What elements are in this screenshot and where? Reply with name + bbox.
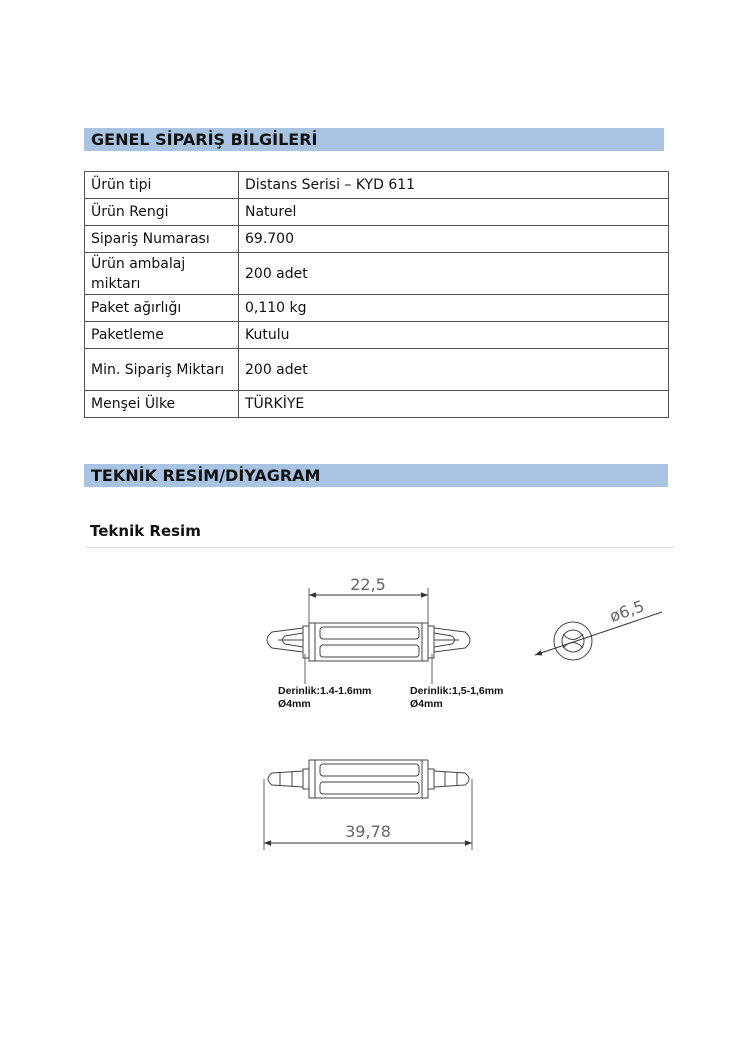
note-right-depth: Derinlik:1,5-1,6mm bbox=[410, 685, 504, 697]
row-label: Ürün ambalaj miktarı bbox=[85, 253, 239, 295]
spacer-top-view bbox=[267, 588, 470, 684]
spacer-body bbox=[309, 623, 428, 661]
order-info-section-title: GENEL SİPARİŞ BİLGİLERİ bbox=[84, 128, 664, 151]
technical-drawing-subheading: Teknik Resim bbox=[90, 522, 201, 540]
row-value: 69.700 bbox=[239, 226, 669, 253]
row-label: Paket ağırlığı bbox=[85, 295, 239, 322]
row-value: TÜRKİYE bbox=[239, 391, 669, 418]
row-value: 200 adet bbox=[239, 349, 669, 391]
note-left-diameter: Ø4mm bbox=[278, 698, 311, 710]
row-value: 0,110 kg bbox=[239, 295, 669, 322]
note-right-diameter: Ø4mm bbox=[410, 698, 443, 710]
dimension-line-diameter bbox=[535, 612, 662, 655]
right-tip bbox=[434, 771, 469, 787]
row-label: Sipariş Numarası bbox=[85, 226, 239, 253]
row-label: Menşei Ülke bbox=[85, 391, 239, 418]
spacer-end-view bbox=[535, 612, 662, 660]
technical-section-title: TEKNİK RESİM/DİYAGRAM bbox=[84, 464, 668, 487]
row-value: Kutulu bbox=[239, 322, 669, 349]
spacer-body-side bbox=[309, 760, 428, 798]
row-value: Naturel bbox=[239, 199, 669, 226]
left-tip bbox=[268, 771, 303, 787]
row-label: Min. Sipariş Miktarı bbox=[85, 349, 239, 391]
dim-diameter: ø6,5 bbox=[607, 596, 647, 626]
dim-total-length: 39,78 bbox=[345, 822, 391, 841]
row-label: Ürün Rengi bbox=[85, 199, 239, 226]
row-value: 200 adet bbox=[239, 253, 669, 295]
row-label: Paketleme bbox=[85, 322, 239, 349]
row-value: Distans Serisi – KYD 611 bbox=[239, 172, 669, 199]
note-left-depth: Derinlik:1.4-1.6mm bbox=[278, 685, 372, 697]
dim-body-length: 22,5 bbox=[350, 575, 386, 594]
row-label: Ürün tipi bbox=[85, 172, 239, 199]
